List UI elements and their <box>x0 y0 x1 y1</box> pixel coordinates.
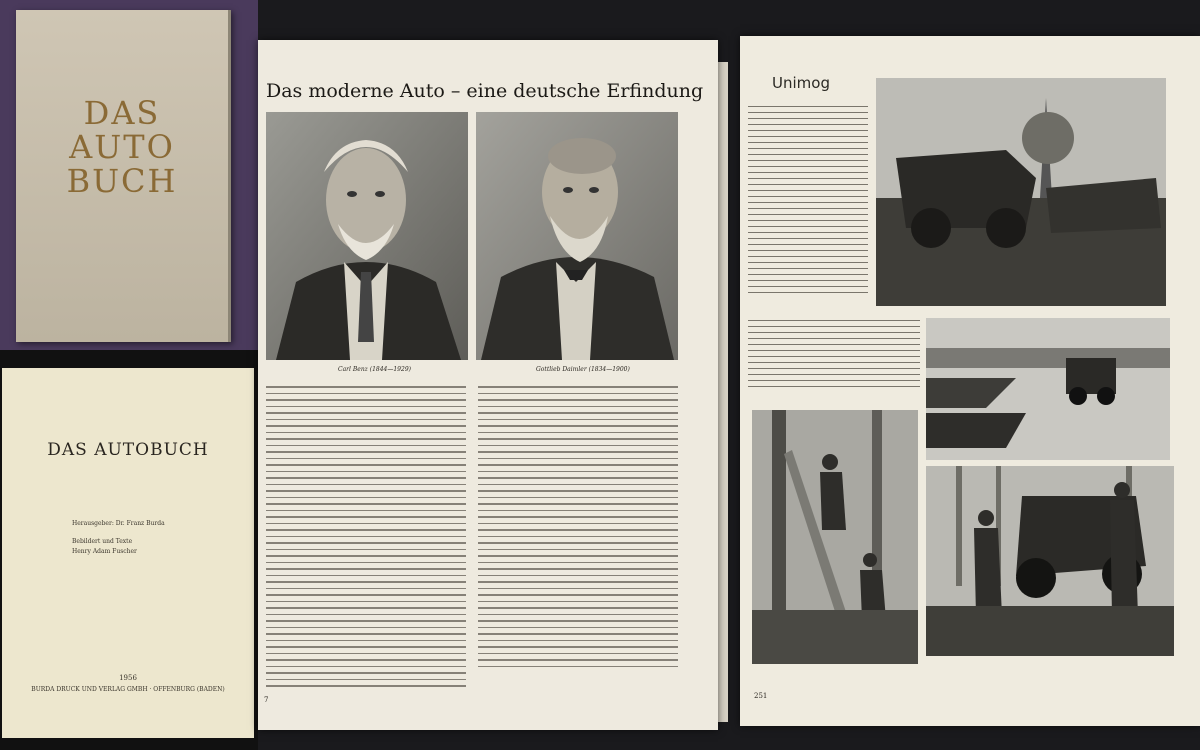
article-text-left <box>266 386 466 692</box>
title-page-title: DAS AUTOBUCH <box>47 440 209 460</box>
cover-title-line1: DAS <box>83 94 161 132</box>
title-page-design-name: Henry Adam Fuscher <box>72 548 137 555</box>
cover-title <box>16 96 228 198</box>
portrait-carl-benz <box>266 112 468 360</box>
photo-unimog-field <box>876 78 1166 306</box>
photo-unimog-river <box>926 318 1170 460</box>
cover-title-line3: BUCH <box>66 162 178 200</box>
book-cover <box>16 10 231 342</box>
page-number-right: 251 <box>754 692 768 700</box>
caption-gottlieb-daimler: Gottlieb Daimler (1834—1900) <box>536 366 630 373</box>
unimog-intro-text <box>748 106 868 298</box>
unimog-heading: Unimog <box>772 74 830 92</box>
cover-title-line2: AUTO <box>69 128 175 166</box>
unimog-caption-text <box>748 320 920 392</box>
title-page-editor: Herausgeber: Dr. Franz Burda <box>72 520 165 527</box>
title-page-year: 1956 <box>119 674 137 682</box>
photo-tree-climbers <box>752 410 918 664</box>
article-text-right <box>478 386 678 672</box>
page-number-left: 7 <box>264 696 269 704</box>
caption-carl-benz: Carl Benz (1844—1929) <box>338 366 411 373</box>
photo-unimog-forest <box>926 466 1174 656</box>
portrait-gottlieb-daimler <box>476 112 678 360</box>
title-page-design-label: Bebildert und Texte <box>72 538 133 545</box>
article-page <box>258 40 718 730</box>
unimog-page <box>740 36 1200 726</box>
title-page <box>2 368 254 738</box>
title-page-publisher: BURDA DRUCK UND VERLAG GMBH · OFFENBURG (BADEN) <box>31 686 225 693</box>
article-heading: Das moderne Auto – eine deutsche Erfindung <box>266 80 704 102</box>
